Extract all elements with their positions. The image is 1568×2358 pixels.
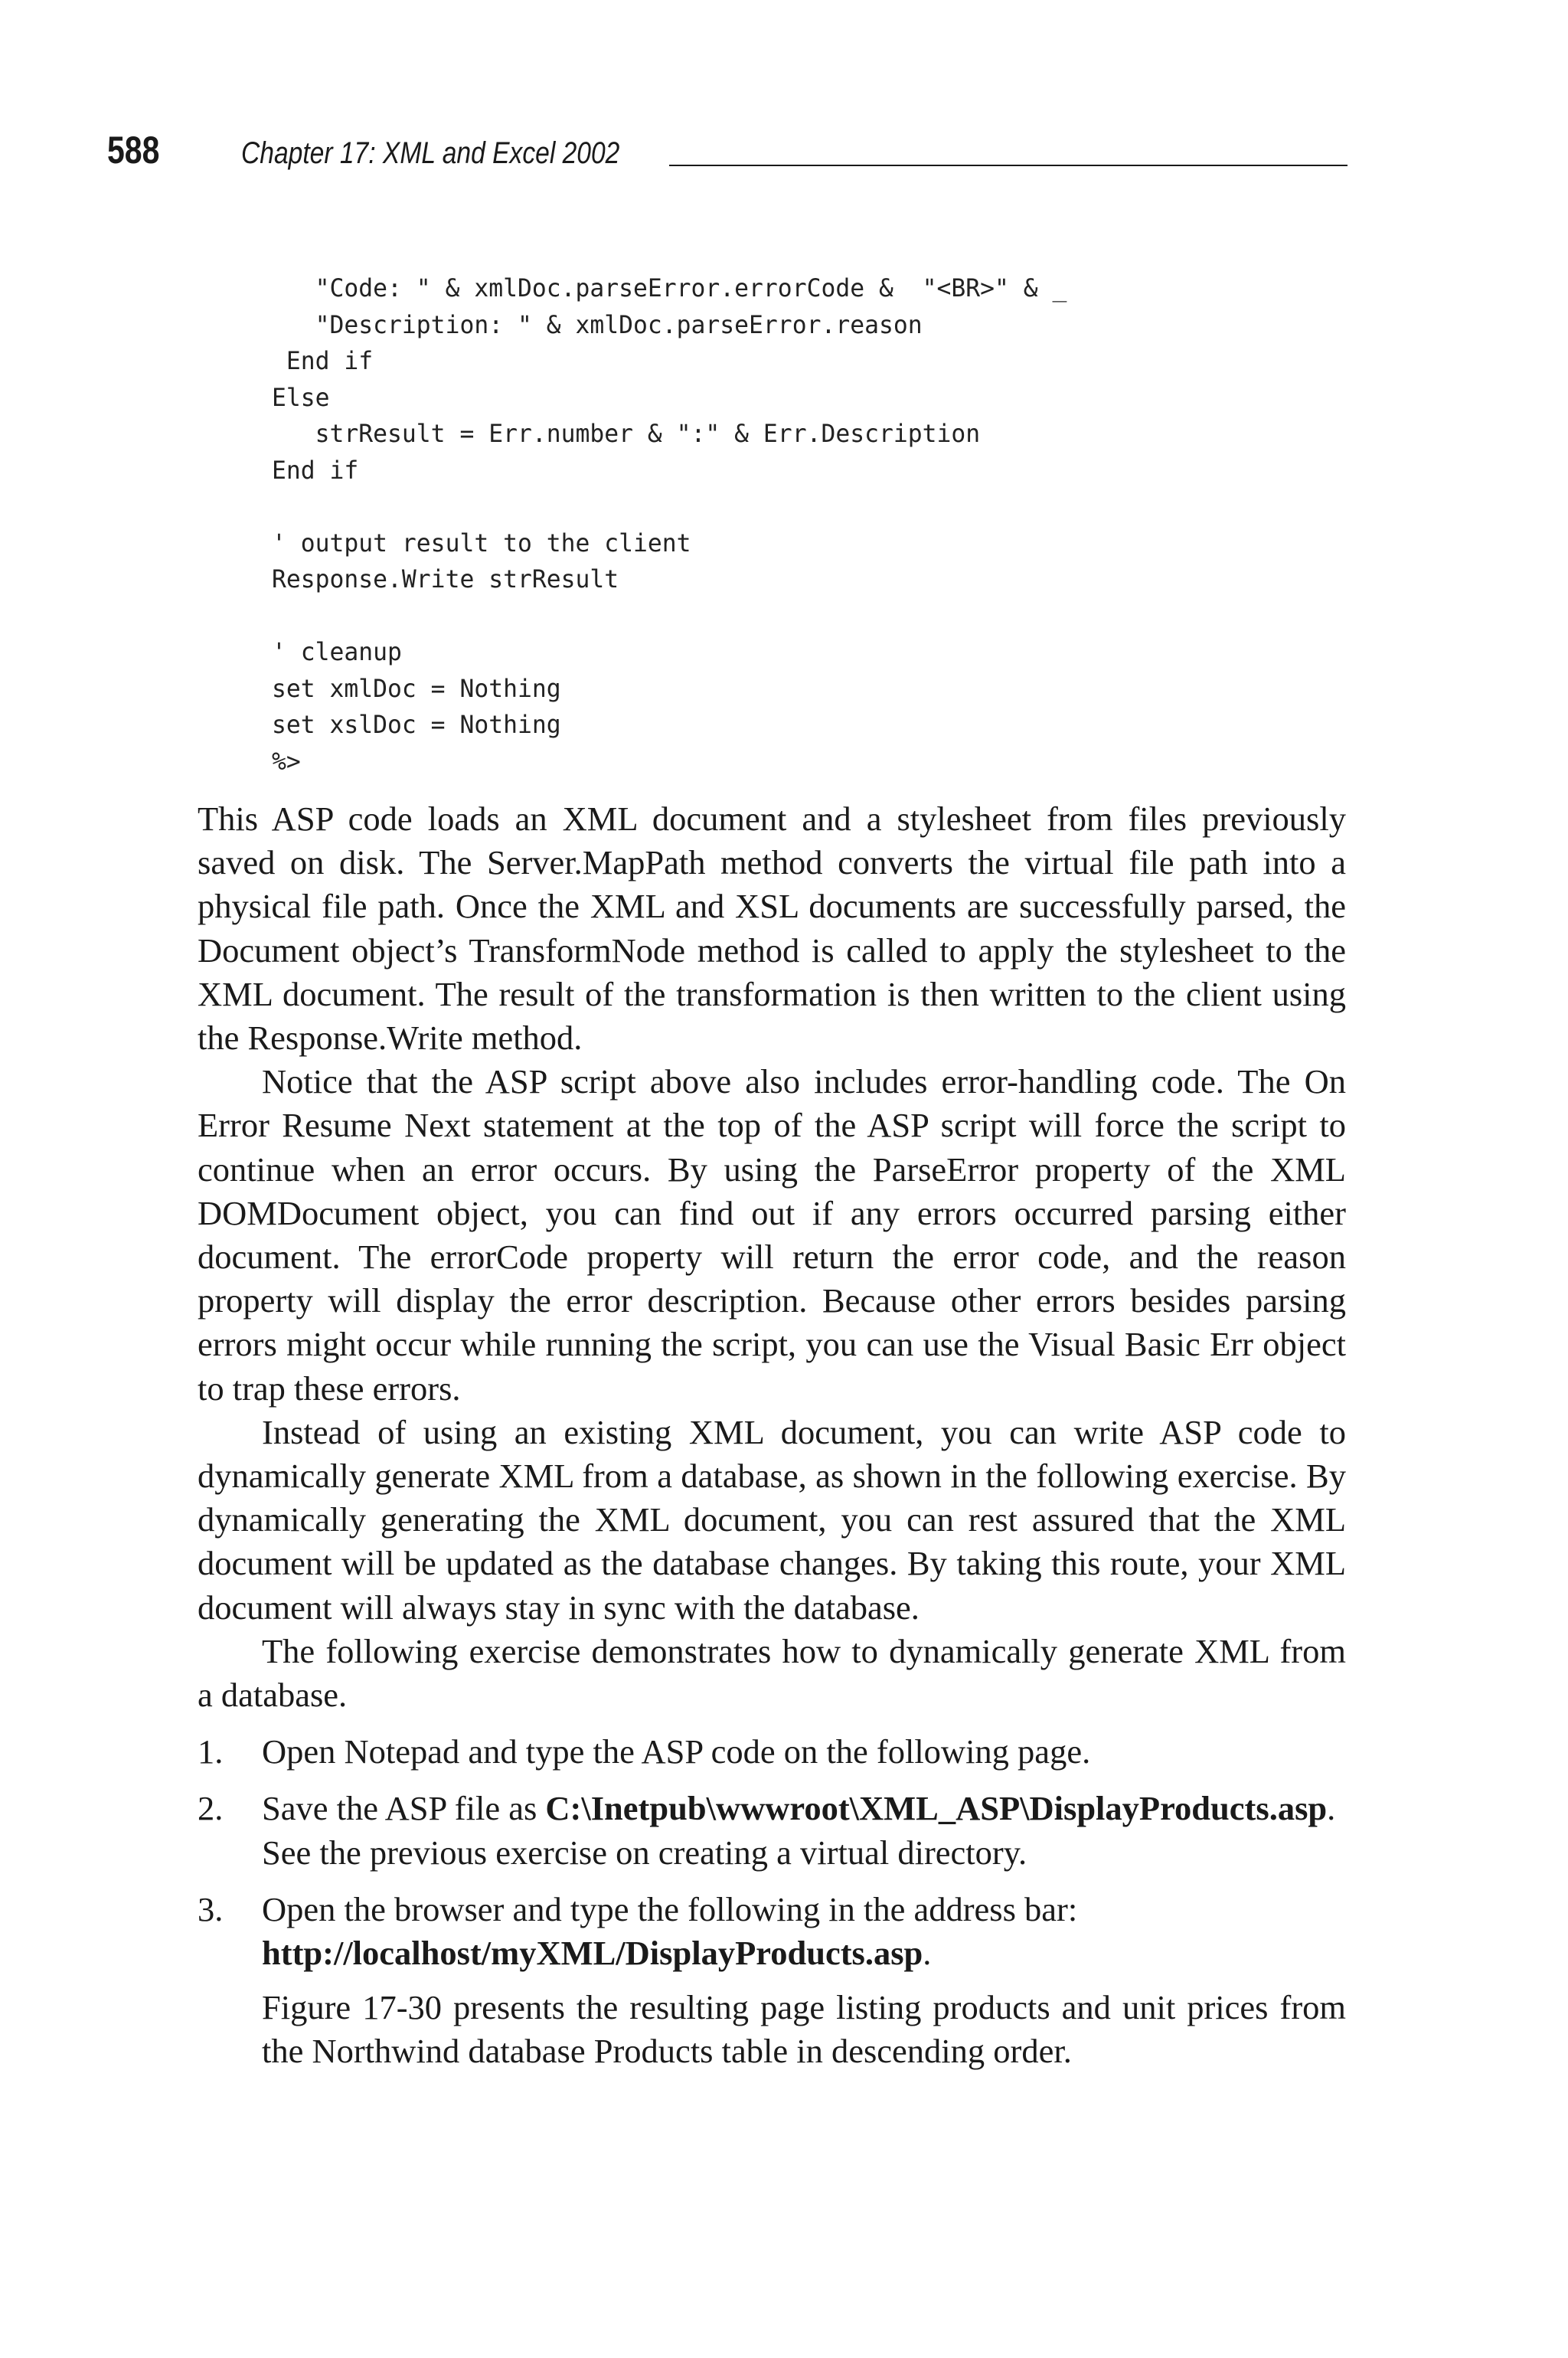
step-text-prefix: Save the ASP file as [262,1789,546,1828]
running-header [107,127,1348,181]
step-text-prefix: Open the browser and type the following in the address bar: [262,1889,1078,1928]
chapter-title: Chapter 17: XML and Excel 2002 [241,136,620,170]
figure-note: Figure 17-30 presents the resulting page listing products and unit prices from the Northwind database Products table in descending order. [262,1988,1346,2071]
list-item [198,1787,1346,1874]
header-rule [669,165,1348,166]
paragraph-error-handling: Notice that the ASP script above also includes error-handling code. The On Error Resume Next statement at the top of the ASP script will force the script to continue when an error occurs. By using the ParseError property of the XML DOMDocument object, you can find out if any errors occurred parsing either document. The errorCode property will return the error code, and the reason property will display the error description. Because other errors besides parsing errors might occur while running the script, you can use the Visual Basic Err object to trap these errors. [198,1062,1346,1408]
step-number: 3. [198,1889,224,1928]
step-number: 1. [198,1732,224,1771]
list-item [198,1730,1346,1774]
step-text-suffix: . See the previous exercise on creating a virtual directory. [262,1789,1336,1872]
exercise-steps [198,1730,1346,1975]
page-number: 588 [107,129,160,172]
step-text [262,1787,1346,1874]
code-listing: "Code: " & xmlDoc.parseError.errorCode & "<BR>" & _ "Description: " & xmlDoc.parseError.reason End if Else strResult = Err.number & ":" & Err.Description End if ' output result to the client Response.Write strResult ' cleanup set xmlDoc = Nothing set xslDoc = Nothing %> [272,273,1067,776]
step-text-suffix: . [923,1934,932,1973]
step-number: 2. [198,1789,224,1828]
list-item [198,1888,1346,1975]
paragraph-dynamic-xml: Instead of using an existing XML document, you can write ASP code to dynamically generate XML from a database, as shown in the following exercise. By dynamically generating the XML document, you can rest assured that the XML document will be updated as the database changes. By taking this route, your XML document will always stay in sync with the database. [198,1412,1346,1627]
file-path: C:\Inetpub\wwwroot\XML_ASP\DisplayProducts.asp [545,1789,1328,1828]
step-text: Open Notepad and type the ASP code on the following page. [262,1732,1091,1771]
body-text [198,797,1346,2074]
url-text: http://localhost/myXML/DisplayProducts.asp [262,1934,923,1973]
paragraph-asp-code-summary: This ASP code loads an XML document and a stylesheet from files previously saved on disk. The Server.MapPath method converts the virtual file path into a physical file path. Once the XML and XSL documents are successfully parsed, the Document object’s TransformNode method is called to apply the stylesheet to the XML document. The result of the transformation is then written to the client using the Response.Write method. [198,800,1346,1058]
step-text [262,1888,1346,1975]
paragraph-exercise-intro: The following exercise demonstrates how to dynamically generate XML from a database. [198,1631,1346,1715]
